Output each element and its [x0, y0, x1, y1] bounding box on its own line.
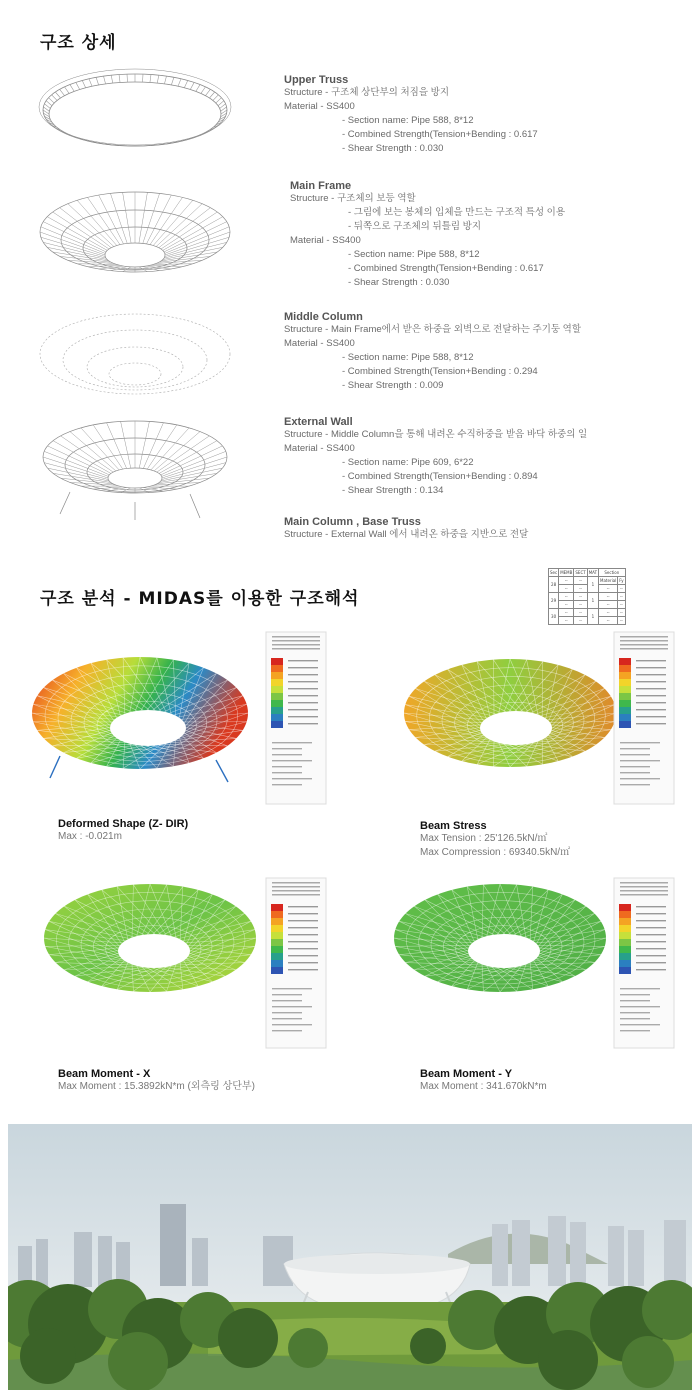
- caption-line: Max Tension : 25'126.5kN/㎡: [420, 833, 548, 844]
- detail-upper-truss: [284, 74, 538, 156]
- detail-line: - 그림에 보는 봉체의 입체을 만드는 구조적 특성 이용: [348, 207, 565, 218]
- legend-panel-1: [266, 632, 326, 804]
- caption-line: Max Moment : 341.670kN*m: [420, 1081, 547, 1092]
- detail-middle-column: [284, 311, 581, 393]
- section-title-detail: 구조 상세: [40, 33, 117, 53]
- caption-line: Max Compression : 69340.5kN/㎡: [420, 847, 571, 858]
- detail-line: Structure - 구조체의 보등 역할: [290, 193, 416, 204]
- detail-line: Material - SS400: [284, 101, 355, 112]
- detail-heading: Upper Truss: [284, 74, 349, 86]
- deformed-shape-image: [32, 657, 248, 782]
- caption-line: Max : -0.021m: [58, 831, 122, 842]
- detail-line: - Shear Strength : 0.134: [342, 485, 444, 496]
- detail-line: Structure - External Wall 에서 내려온 하중을 지반으로 전달: [284, 529, 529, 540]
- structure-diagrams: [30, 62, 270, 562]
- detail-line: - Combined Strength(Tension+Bending : 0.617: [342, 129, 538, 140]
- detail-main-frame: [290, 180, 565, 290]
- detail-line: Material - SS400: [290, 235, 361, 246]
- caption-title: Beam Moment - X: [58, 1068, 151, 1080]
- detail-line: Structure - Main Frame에서 받은 하중을 외벽으로 전달하는 주기둥 역할: [284, 324, 582, 335]
- legend-panel-3: [266, 878, 326, 1048]
- caption-line: Max Moment : 15.3892kN*m (외측링 상단부): [58, 1081, 255, 1092]
- caption-title: Beam Stress: [420, 820, 487, 832]
- detail-line: - Shear Strength : 0.030: [342, 143, 444, 154]
- caption-moment-y: [420, 1068, 547, 1094]
- section-table: Sec MEMB SECT MAT Section 28 -- -- 1 Material Fy -- -- -- -- 29 -- -- 1 -- -- -- -- -- -- 30 -- -- 1 -- -- -- -- -- --: [550, 570, 624, 623]
- detail-line: - 뒤쪽으로 구조체의 뒤틀림 방지: [348, 221, 482, 232]
- caption-title: Deformed Shape (Z- DIR): [58, 818, 189, 830]
- detail-external-wall: [284, 416, 587, 498]
- middle-column-diagram: [40, 314, 230, 394]
- caption-beam-stress: [420, 820, 570, 860]
- detail-line: - Shear Strength : 0.009: [342, 380, 444, 391]
- caption-title: Beam Moment - Y: [420, 1068, 513, 1080]
- detail-line: - Section name: Pipe 609, 6*22: [342, 457, 474, 468]
- detail-heading: Main Column , Base Truss: [284, 516, 421, 528]
- detail-line: - Section name: Pipe 588, 8*12: [342, 352, 474, 363]
- beam-moment-x-image: [44, 884, 256, 992]
- detail-line: Structure - Middle Column을 통해 내려온 수직하중을 받음 바닥 하중의 일: [284, 429, 588, 440]
- detail-line: - Combined Strength(Tension+Bending : 0.894: [342, 471, 538, 482]
- detail-line: - Section name: Pipe 588, 8*12: [342, 115, 474, 126]
- detail-line: Structure - 구조체 상단부의 처짐을 방지: [284, 87, 450, 98]
- caption-deformed: [58, 818, 188, 844]
- detail-line: Material - SS400: [284, 443, 355, 454]
- legend-panel-4: [614, 878, 674, 1048]
- detail-line: Material - SS400: [284, 338, 355, 349]
- detail-line: - Shear Strength : 0.030: [348, 277, 450, 288]
- detail-heading: Main Frame: [290, 180, 352, 192]
- legend-panel-2: [614, 632, 674, 804]
- detail-line: - Combined Strength(Tension+Bending : 0.617: [348, 263, 544, 274]
- detail-line: - Combined Strength(Tension+Bending : 0.294: [342, 366, 538, 377]
- beam-stress-image: [404, 659, 616, 767]
- detail-heading: Middle Column: [284, 311, 363, 323]
- beam-moment-y-image: [394, 884, 606, 992]
- detail-main-column: [284, 516, 528, 542]
- landscape-rendering: [8, 1124, 692, 1390]
- caption-moment-x: [58, 1068, 255, 1094]
- detail-heading: External Wall: [284, 416, 353, 428]
- detail-line: - Section name: Pipe 588, 8*12: [348, 249, 480, 260]
- section-title-analysis: 구조 분석 - MIDAS를 이용한 구조해석: [40, 589, 360, 609]
